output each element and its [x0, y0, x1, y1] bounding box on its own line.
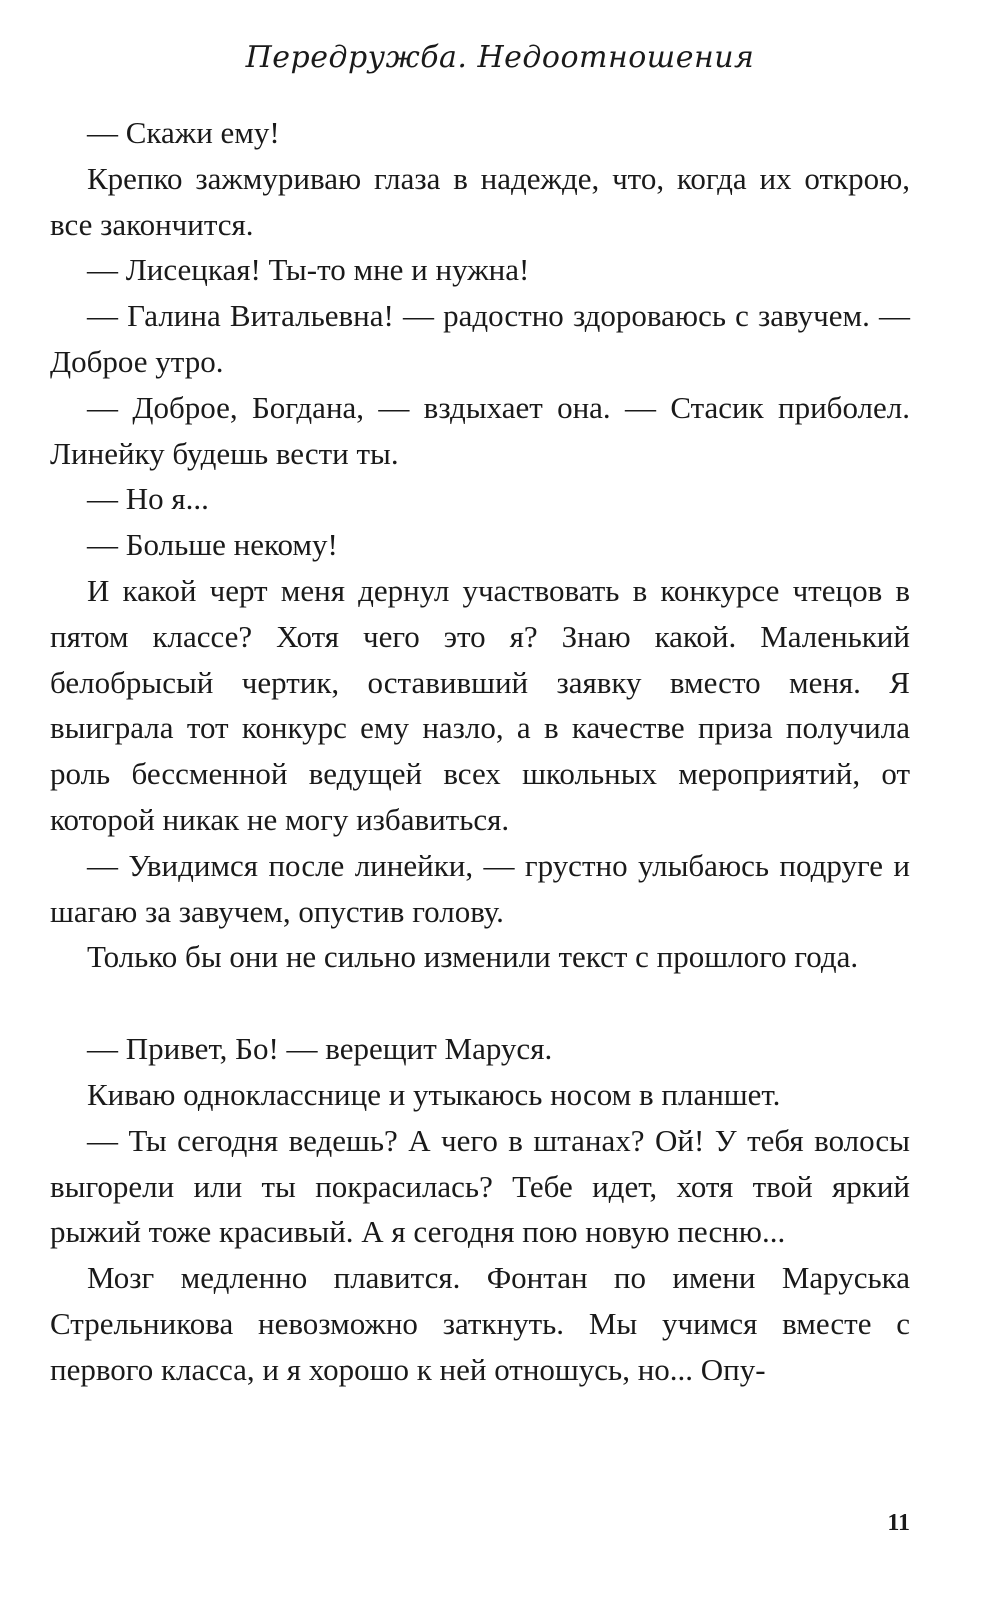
paragraph: — Лисецкая! Ты-то мне и нужна!: [87, 252, 530, 288]
paragraph: — Но я...: [87, 481, 209, 517]
paragraph: — Скажи ему!: [87, 115, 280, 150]
paragraph: — Увидимся после линейки, — грустно улыбаюсь подруге и шагаю за завучем, опустив голову.: [50, 847, 910, 929]
paragraph: — Больше некому!: [87, 527, 338, 563]
body-text: [50, 110, 910, 1393]
paragraph: И какой черт меня дернул участвовать в конкурсе чтецов в пятом классе? Хотя чего это я? Знаю какой. Маленький белобрысый чертик, оставивший заявку вместо меня. Я выиграла тот конкурс ему назло, а в качестве приза получила роль бессменной ведущей всех школьных мероприятий, от которой никак не могу избавиться.: [50, 572, 910, 837]
running-title: Передружба. Недоотношения: [245, 40, 755, 75]
paragraph: Мозг медленно плавится. Фонтан по имени Маруська Стрельникова невозможно заткнуть. Мы учимся вместе с первого класса, и я хорошо к ней отношусь, но... Опу-: [50, 1260, 910, 1387]
paragraph: — Галина Витальевна! — радостно здороваюсь с завучем. — Доброе утро.: [50, 298, 910, 379]
paragraph: — Ты сегодня ведешь? А чего в штанах? Ой! У тебя волосы выгорели или ты покрасилась? Тебе идет, хотя твой яркий рыжий тоже красивый. А я сегодня пою новую песню...: [50, 1122, 910, 1250]
paragraph: — Привет, Бо! — верещит Маруся.: [87, 1031, 553, 1067]
paragraph: Крепко зажмуриваю глаза в надежде, что, когда их открою, все закончится.: [50, 160, 910, 242]
paragraph: Киваю однокласснице и утыкаюсь носом в планшет.: [87, 1076, 781, 1112]
paragraph: Только бы они не сильно изменили текст с прошлого года.: [87, 939, 859, 975]
paragraph: — Доброе, Богдана, — вздыхает она. — Стасик приболел. Линейку будешь вести ты.: [50, 389, 910, 471]
page-number: 11: [887, 1510, 910, 1536]
